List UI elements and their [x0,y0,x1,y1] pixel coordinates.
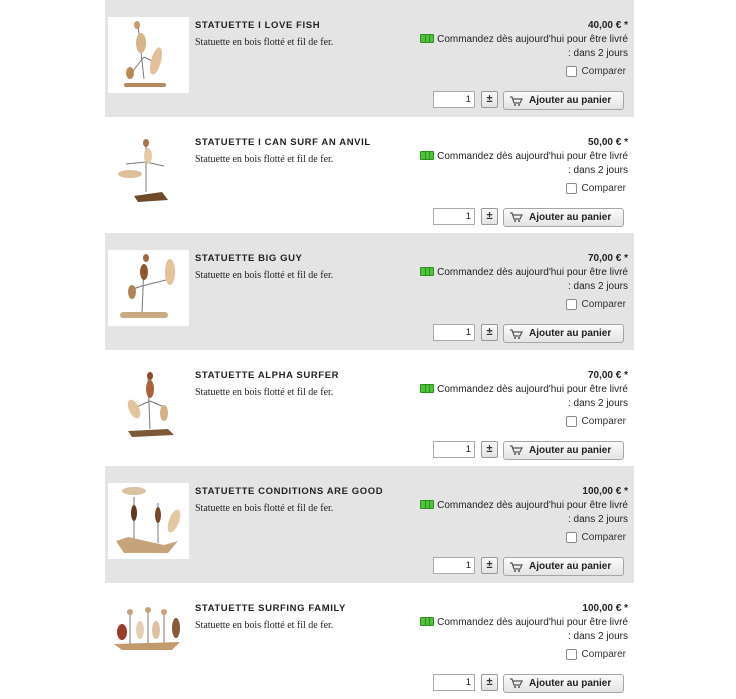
quantity-stepper[interactable]: ± [481,324,498,341]
quantity-input[interactable]: 1 [433,91,475,108]
product-row [105,0,634,117]
product-title[interactable]: STATUETTE I LOVE FISH [195,20,320,31]
cart-icon [509,211,523,223]
compare-toggle[interactable] [566,416,626,427]
product-price: 40,00 € * [588,20,628,31]
cart-icon [509,328,523,340]
delivery-time: : dans 2 jours [568,631,628,642]
delivery-info [413,499,628,527]
delivery-time: : dans 2 jours [568,514,628,525]
product-row [105,233,634,350]
product-image[interactable] [108,17,189,93]
product-description: Statuette en bois flotté et fil de fer. [195,37,333,48]
stock-available-icon [420,151,434,160]
quantity-input[interactable]: 1 [433,324,475,341]
delivery-time: : dans 2 jours [568,281,628,292]
product-description: Statuette en bois flotté et fil de fer. [195,270,333,281]
quantity-stepper[interactable]: ± [481,674,498,691]
cart-icon [509,95,523,107]
quantity-input[interactable]: 1 [433,557,475,574]
quantity-input[interactable]: 1 [433,674,475,691]
stock-available-icon [420,617,434,626]
stock-available-icon [420,500,434,509]
add-to-cart-button[interactable] [503,91,624,110]
delivery-text: Commandez dès aujourd'hui pour être livré [437,267,628,278]
quantity-stepper[interactable]: ± [481,208,498,225]
compare-toggle[interactable] [566,183,626,194]
compare-label: Comparer [582,183,626,194]
delivery-text: Commandez dès aujourd'hui pour être livré [437,617,628,628]
delivery-text: Commandez dès aujourd'hui pour être livré [437,34,628,45]
add-to-cart-label: Ajouter au panier [529,678,611,689]
compare-toggle[interactable] [566,532,626,543]
add-to-cart-button[interactable] [503,557,624,576]
add-to-cart-button[interactable] [503,441,624,460]
compare-label: Comparer [582,416,626,427]
product-image[interactable] [108,250,189,326]
compare-label: Comparer [582,66,626,77]
stock-available-icon [420,267,434,276]
add-to-cart-label: Ajouter au panier [529,561,611,572]
product-image[interactable] [108,367,189,443]
product-price: 50,00 € * [588,137,628,148]
product-description: Statuette en bois flotté et fil de fer. [195,387,333,398]
compare-checkbox[interactable] [566,66,577,77]
add-to-cart-button[interactable] [503,208,624,227]
product-row [105,466,634,583]
delivery-text: Commandez dès aujourd'hui pour être livré [437,500,628,511]
compare-checkbox[interactable] [566,416,577,427]
product-description: Statuette en bois flotté et fil de fer. [195,620,333,631]
compare-toggle[interactable] [566,299,626,310]
delivery-text: Commandez dès aujourd'hui pour être livré [437,151,628,162]
quantity-input[interactable]: 1 [433,441,475,458]
product-image[interactable] [108,134,189,210]
compare-checkbox[interactable] [566,532,577,543]
delivery-time: : dans 2 jours [568,398,628,409]
compare-checkbox[interactable] [566,299,577,310]
delivery-time: : dans 2 jours [568,165,628,176]
product-row [105,350,634,467]
product-row [105,117,634,234]
product-row [105,583,634,699]
cart-icon [509,677,523,689]
compare-checkbox[interactable] [566,649,577,660]
quantity-stepper[interactable]: ± [481,441,498,458]
add-to-cart-label: Ajouter au panier [529,212,611,223]
quantity-input[interactable]: 1 [433,208,475,225]
product-image[interactable] [108,600,189,676]
compare-toggle[interactable] [566,649,626,660]
compare-label: Comparer [582,299,626,310]
stock-available-icon [420,34,434,43]
product-price: 100,00 € * [582,603,628,614]
quantity-stepper[interactable]: ± [481,91,498,108]
add-to-cart-label: Ajouter au panier [529,445,611,456]
product-price: 70,00 € * [588,370,628,381]
product-title[interactable]: STATUETTE SURFING FAMILY [195,603,346,614]
delivery-text: Commandez dès aujourd'hui pour être livré [437,384,628,395]
add-to-cart-label: Ajouter au panier [529,328,611,339]
product-title[interactable]: STATUETTE I CAN SURF AN ANVIL [195,137,371,148]
delivery-time: : dans 2 jours [568,48,628,59]
product-image[interactable] [108,483,189,559]
compare-label: Comparer [582,532,626,543]
delivery-info [413,150,628,178]
add-to-cart-label: Ajouter au panier [529,95,611,106]
add-to-cart-button[interactable] [503,324,624,343]
quantity-stepper[interactable]: ± [481,557,498,574]
product-title[interactable]: STATUETTE BIG GUY [195,253,303,264]
product-list [105,0,634,699]
cart-icon [509,561,523,573]
product-price: 70,00 € * [588,253,628,264]
compare-checkbox[interactable] [566,183,577,194]
product-title[interactable]: STATUETTE CONDITIONS ARE GOOD [195,486,383,497]
product-description: Statuette en bois flotté et fil de fer. [195,503,333,514]
delivery-info [413,266,628,294]
delivery-info [413,616,628,644]
stock-available-icon [420,384,434,393]
product-title[interactable]: STATUETTE ALPHA SURFER [195,370,339,381]
add-to-cart-button[interactable] [503,674,624,693]
delivery-info [413,383,628,411]
delivery-info [413,33,628,61]
product-price: 100,00 € * [582,486,628,497]
compare-label: Comparer [582,649,626,660]
cart-icon [509,444,523,456]
product-description: Statuette en bois flotté et fil de fer. [195,154,333,165]
compare-toggle[interactable] [566,66,626,77]
